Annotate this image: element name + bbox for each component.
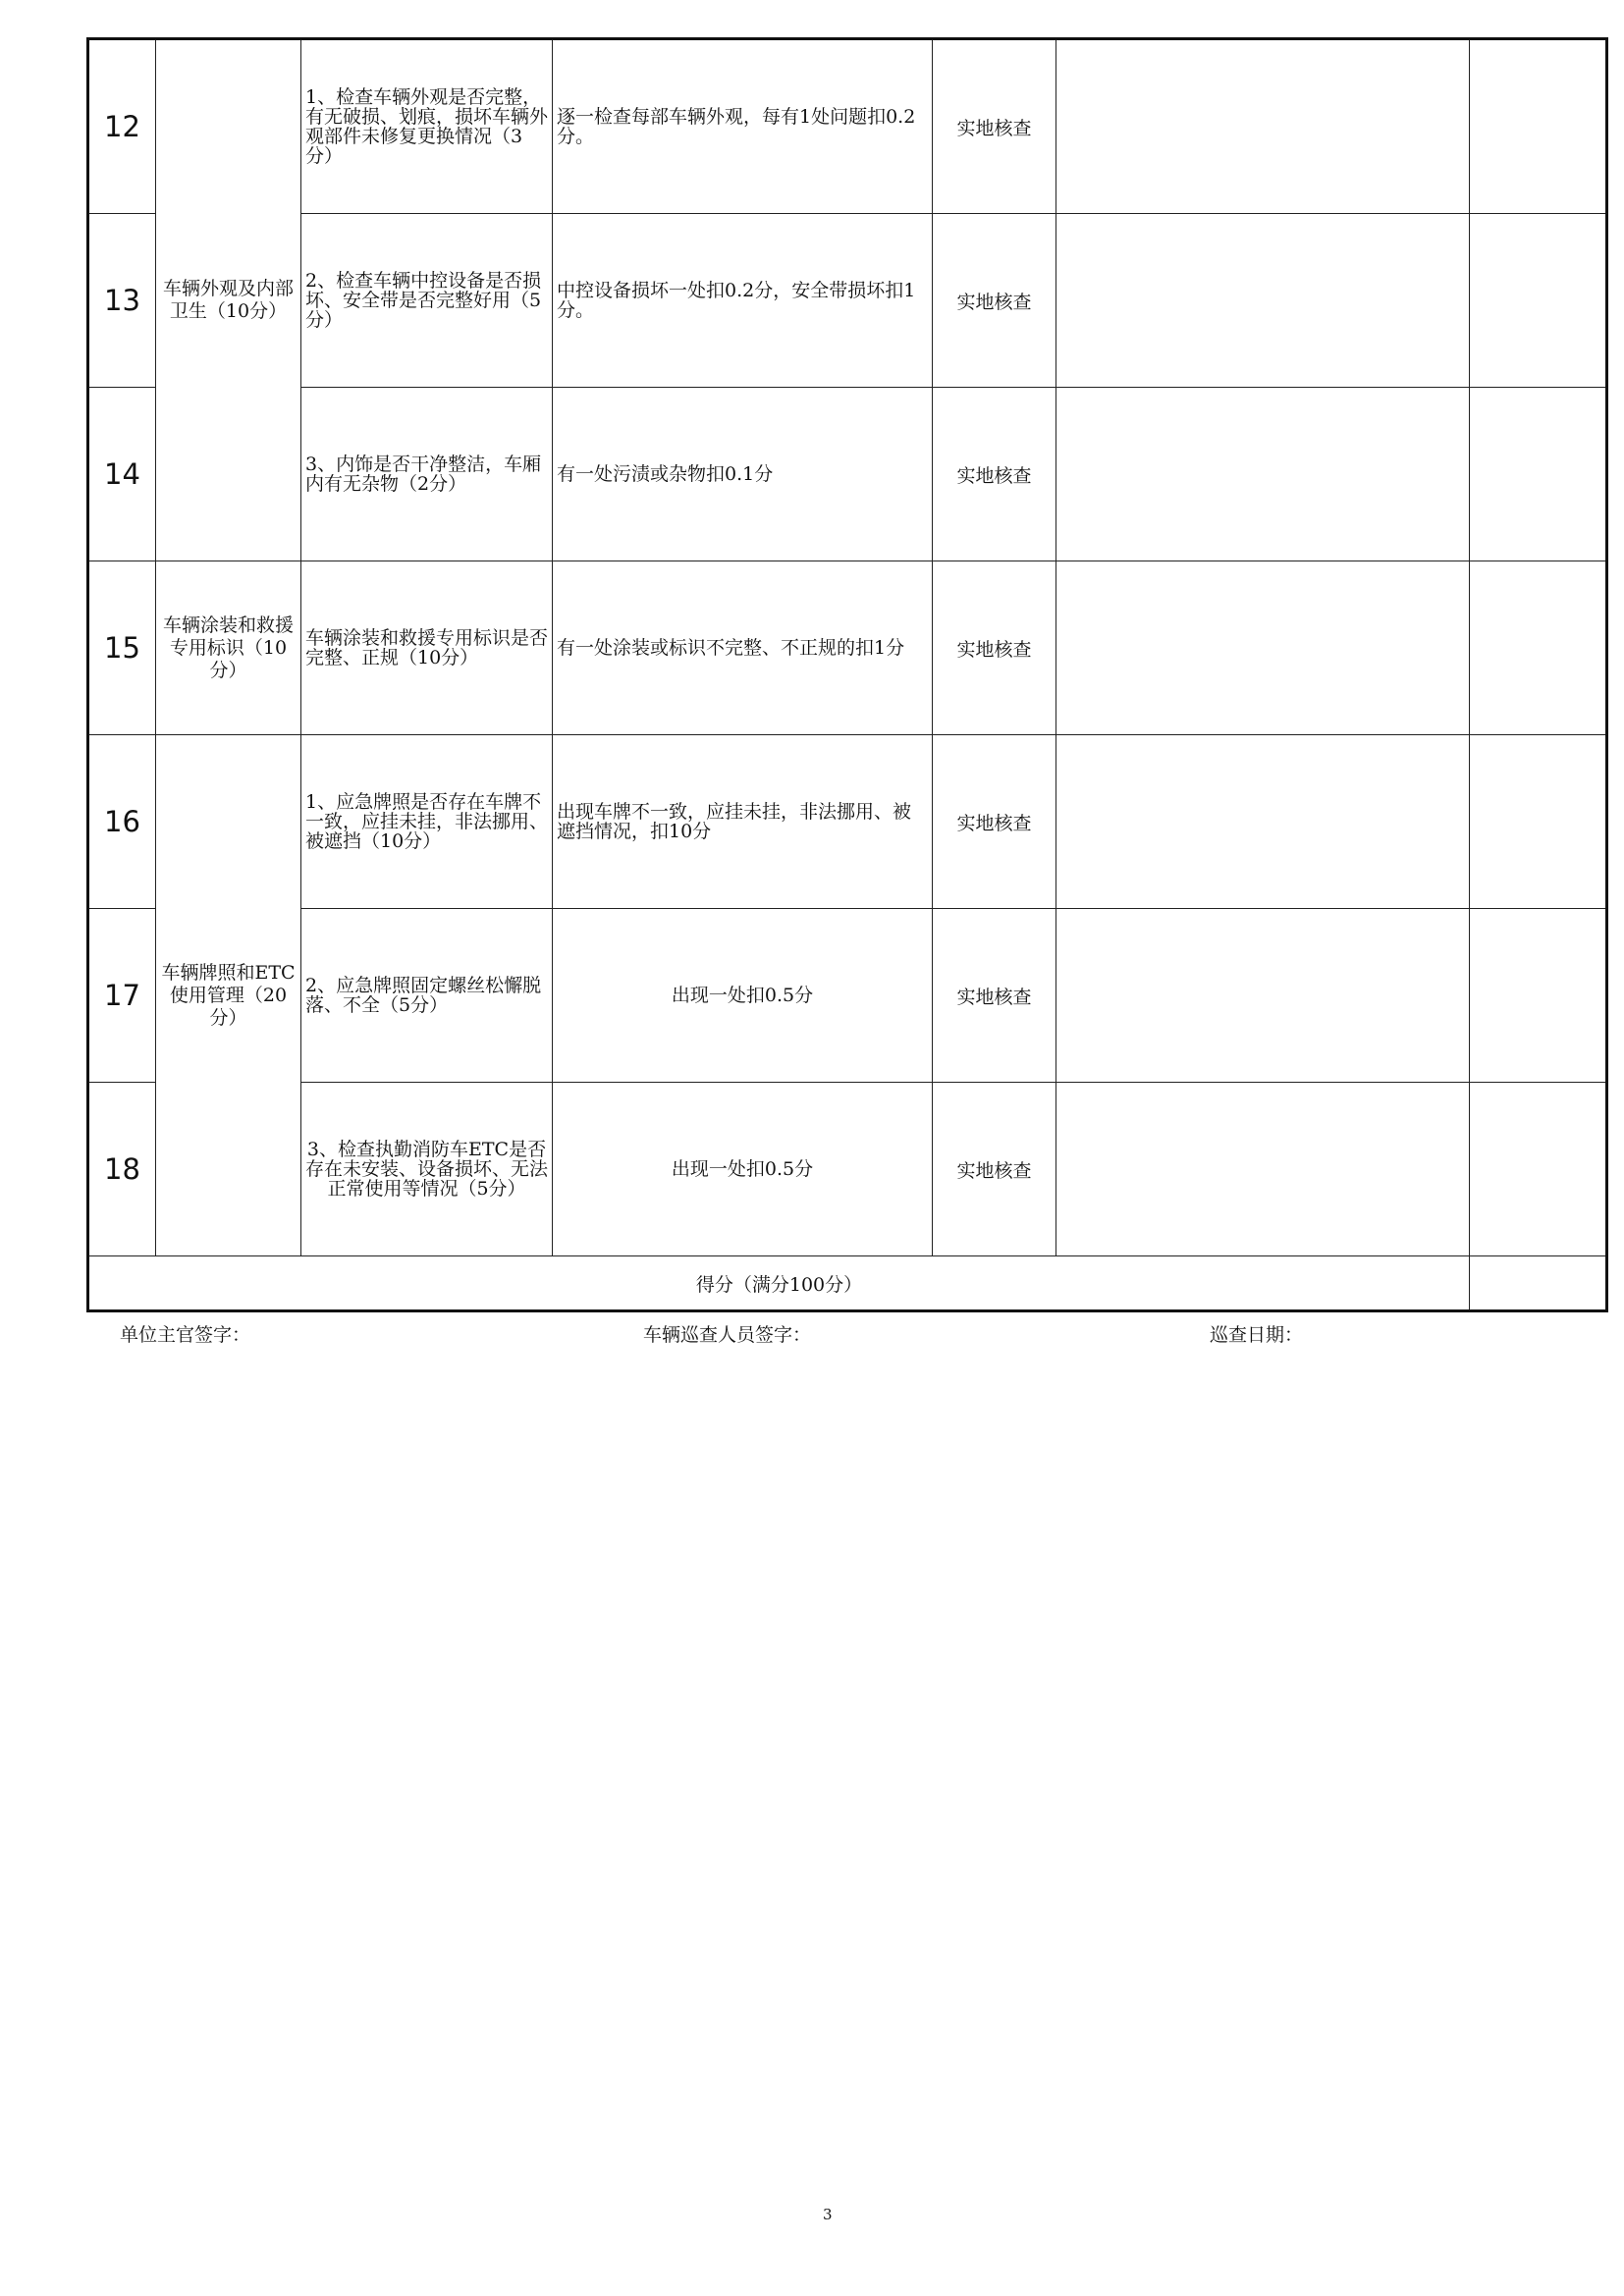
row-number: 15 <box>88 561 156 735</box>
scoring-criteria-cell: 逐一检查每部车辆外观，每有1处问题扣0.2分。 <box>553 39 933 214</box>
scoring-criteria-cell: 出现车牌不一致，应挂未挂，非法挪用、被遮挡情况，扣10分 <box>553 735 933 909</box>
table-row <box>88 909 1607 1083</box>
check-method-cell: 实地核查 <box>933 214 1056 388</box>
score-cell[interactable] <box>1470 388 1607 561</box>
table-row <box>88 1083 1607 1256</box>
check-item-cell: 1、检查车辆外观是否完整，有无破损、划痕，损坏车辆外观部件未修复更换情况（3分） <box>301 39 553 214</box>
table-row <box>88 39 1607 214</box>
score-cell[interactable] <box>1470 214 1607 388</box>
inspector-signature-label: 车辆巡查人员签字： <box>643 1324 812 1346</box>
finding-cell[interactable] <box>1056 1083 1470 1256</box>
finding-cell[interactable] <box>1056 735 1470 909</box>
scoring-criteria-cell: 出现一处扣0.5分 <box>553 1083 933 1256</box>
check-item-cell: 3、检查执勤消防车ETC是否存在未安装、设备损坏、无法正常使用等情况（5分） <box>301 1083 553 1256</box>
row-number: 18 <box>88 1083 156 1256</box>
finding-cell[interactable] <box>1056 561 1470 735</box>
inspection-table <box>86 37 1608 1312</box>
row-number: 12 <box>88 39 156 214</box>
check-method-cell: 实地核查 <box>933 388 1056 561</box>
page-number: 3 <box>823 2206 833 2223</box>
table-row <box>88 561 1607 735</box>
category-cell: 车辆外观及内部卫生（10分） <box>156 39 301 561</box>
check-item-cell: 3、内饰是否干净整洁，车厢内有无杂物（2分） <box>301 388 553 561</box>
check-method-cell: 实地核查 <box>933 909 1056 1083</box>
check-item-cell: 车辆涂装和救援专用标识是否完整、正规（10分） <box>301 561 553 735</box>
finding-cell[interactable] <box>1056 909 1470 1083</box>
category-cell: 车辆牌照和ETC使用管理（20分） <box>156 735 301 1256</box>
row-number: 13 <box>88 214 156 388</box>
finding-cell[interactable] <box>1056 388 1470 561</box>
finding-cell[interactable] <box>1056 214 1470 388</box>
check-method-cell: 实地核查 <box>933 735 1056 909</box>
category-cell: 车辆涂装和救援专用标识（10分） <box>156 561 301 735</box>
row-number: 16 <box>88 735 156 909</box>
score-cell[interactable] <box>1470 909 1607 1083</box>
total-score-value[interactable] <box>1470 1256 1607 1311</box>
supervisor-signature-label: 单位主官签字： <box>120 1324 251 1346</box>
inspection-date-label: 巡查日期： <box>1210 1324 1304 1346</box>
score-cell[interactable] <box>1470 735 1607 909</box>
scoring-criteria-cell: 有一处污渍或杂物扣0.1分 <box>553 388 933 561</box>
check-item-cell: 2、检查车辆中控设备是否损坏、安全带是否完整好用（5分） <box>301 214 553 388</box>
total-score-row <box>88 1256 1607 1311</box>
table-row <box>88 735 1607 909</box>
scoring-criteria-cell: 有一处涂装或标识不完整、不正规的扣1分 <box>553 561 933 735</box>
check-item-cell: 1、应急牌照是否存在车牌不一致，应挂未挂，非法挪用、被遮挡（10分） <box>301 735 553 909</box>
check-item-cell: 2、应急牌照固定螺丝松懈脱落、不全（5分） <box>301 909 553 1083</box>
finding-cell[interactable] <box>1056 39 1470 214</box>
check-method-cell: 实地核查 <box>933 39 1056 214</box>
total-score-label: 得分（满分100分） <box>88 1256 1470 1311</box>
table-row <box>88 214 1607 388</box>
row-number: 14 <box>88 388 156 561</box>
check-method-cell: 实地核查 <box>933 561 1056 735</box>
check-method-cell: 实地核查 <box>933 1083 1056 1256</box>
scoring-criteria-cell: 出现一处扣0.5分 <box>553 909 933 1083</box>
score-cell[interactable] <box>1470 1083 1607 1256</box>
scoring-criteria-cell: 中控设备损坏一处扣0.2分，安全带损坏扣1分。 <box>553 214 933 388</box>
score-cell[interactable] <box>1470 39 1607 214</box>
row-number: 17 <box>88 909 156 1083</box>
score-cell[interactable] <box>1470 561 1607 735</box>
table-row <box>88 388 1607 561</box>
